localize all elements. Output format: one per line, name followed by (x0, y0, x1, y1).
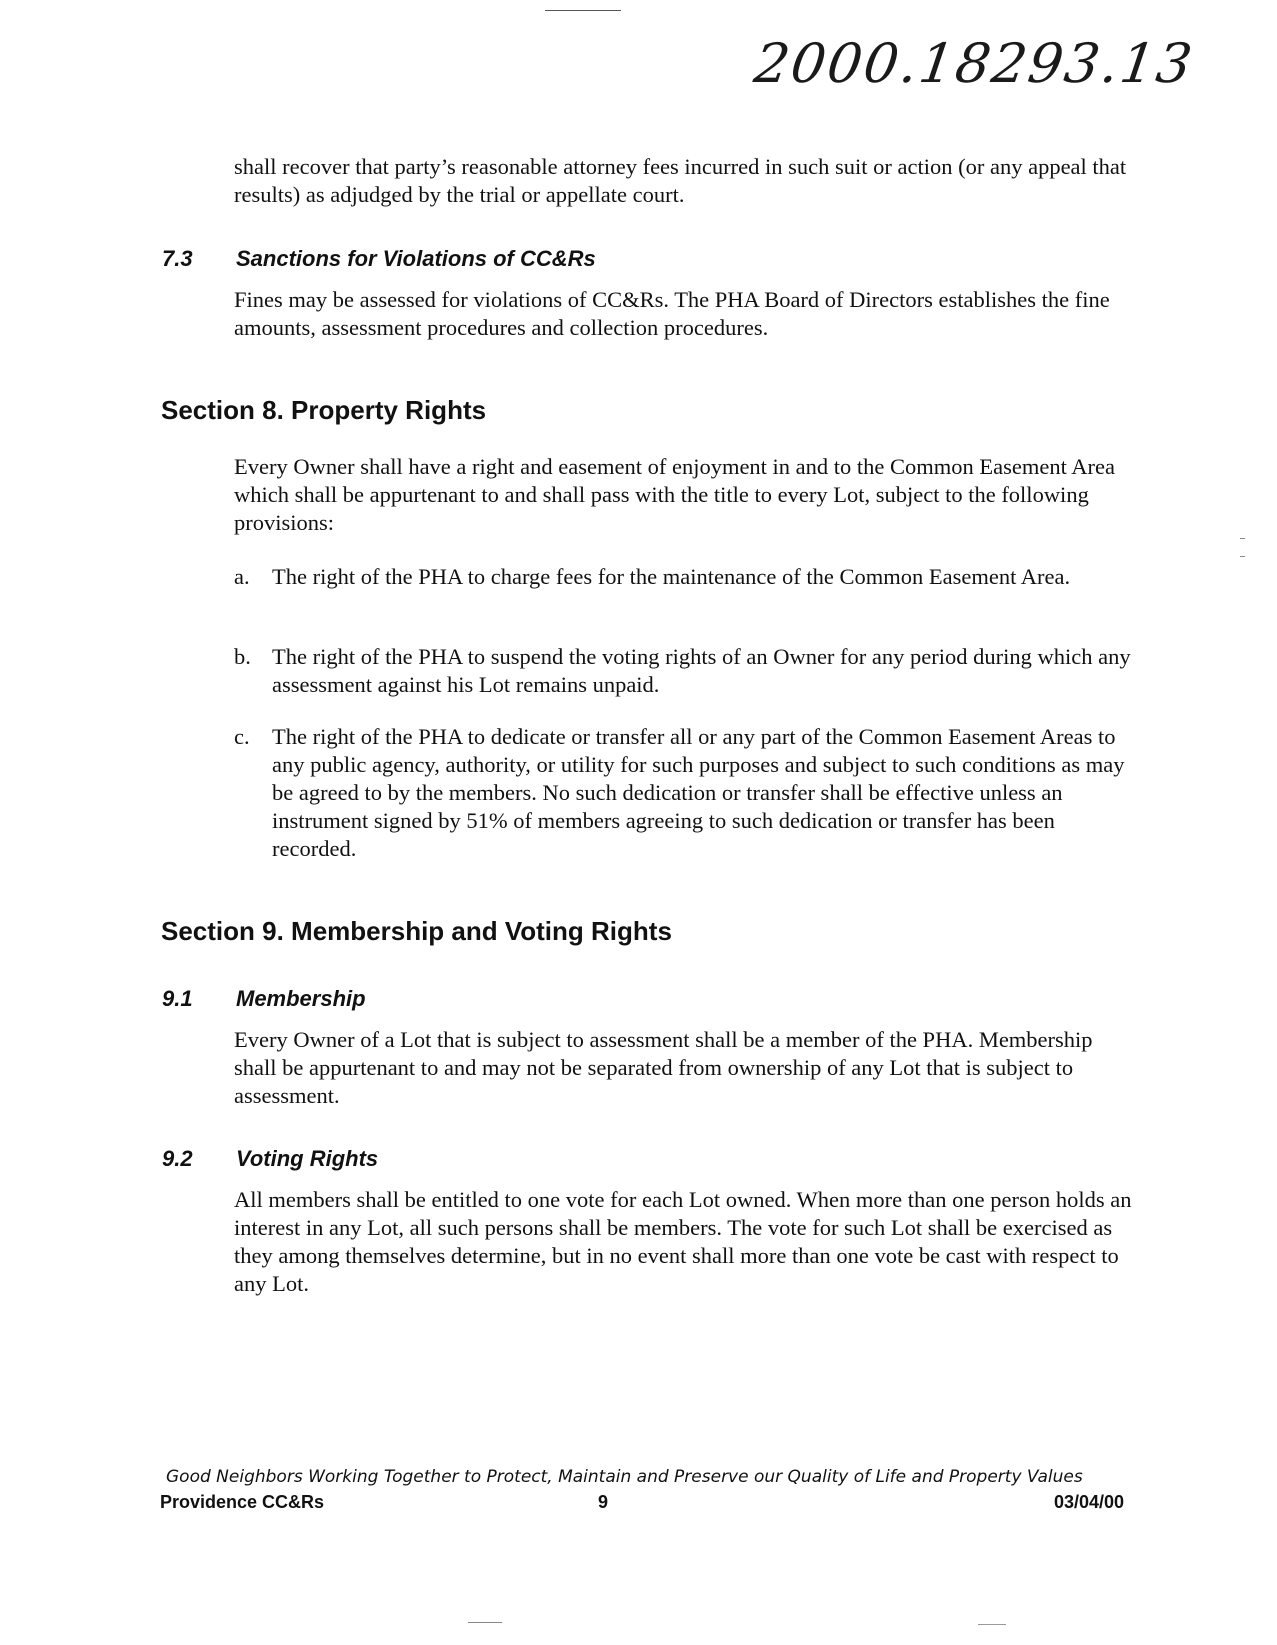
scan-artifact-line (1240, 538, 1245, 539)
list-item-text: The right of the PHA to charge fees for the maintenance of the Common Easement Area. (272, 564, 1071, 589)
list-item-letter: a. (234, 564, 250, 589)
footer-document-title: Providence CC&Rs (160, 1492, 325, 1512)
scan-artifact-line (468, 1622, 502, 1623)
subsection-number-9-2: 9.2 (162, 1146, 193, 1171)
handwritten-document-number: 2000.18293.13 (750, 32, 1198, 95)
scan-artifact-line (978, 1624, 1006, 1625)
section-9-heading: Section 9. Membership and Voting Rights (161, 916, 672, 946)
paragraph-9-2: All members shall be entitled to one vote for each Lot owned. When more than one person holds an interest in any Lot, all such persons shall be members. The vote for such Lot shall be exercised as they among themselves determine, but in no event shall more than one vote be cast with respect to any Lot. (234, 1187, 1132, 1296)
footer-date: 03/04/00 (1054, 1492, 1125, 1512)
paragraph-9-1: Every Owner of a Lot that is subject to assessment shall be a member of the PHA. Membership shall be appurtenant to and may not be separated from ownership of any Lot that is subject to assessment. (234, 1027, 1093, 1108)
list-item-text: The right of the PHA to dedicate or transfer all or any part of the Common Easement Areas to any public agency, authority, or utility for such purposes and subject to such conditions as may be agreed to by the members. No such dedication or transfer shall be effective unless an instrument signed by 51% of members agreeing to such dedication or transfer has been recorded. (272, 724, 1125, 861)
scan-artifact-line (545, 10, 621, 11)
intro-paragraph: shall recover that party’s reasonable attorney fees incurred in such suit or action (or any appeal that results) as adjudged by the trial or appellate court. (234, 154, 1127, 207)
subsection-number-9-1: 9.1 (162, 986, 193, 1011)
list-item-letter: c. (234, 724, 250, 749)
subsection-title-9-2: Voting Rights (236, 1146, 379, 1171)
scan-artifact-line (1240, 556, 1245, 557)
paragraph-7-3: Fines may be assessed for violations of CC&Rs. The PHA Board of Directors establishes the fine amounts, assessment procedures and collection procedures. (234, 287, 1110, 340)
subsection-title-7-3: Sanctions for Violations of CC&Rs (236, 246, 596, 271)
footer-tagline: Good Neighbors Working Together to Protect, Maintain and Preserve our Quality of Life and Property Values (166, 1467, 1083, 1487)
section-8-intro: Every Owner shall have a right and easement of enjoyment in and to the Common Easement Area which shall be appurtenant to and shall pass with the title to every Lot, subject to the following provisions: (234, 454, 1115, 535)
subsection-number-7-3: 7.3 (162, 246, 193, 271)
section-8-heading: Section 8. Property Rights (161, 395, 487, 425)
list-item-text: The right of the PHA to suspend the voting rights of an Owner for any period during which any assessment against his Lot remains unpaid. (272, 644, 1131, 697)
footer-page-number: 9 (598, 1492, 609, 1512)
subsection-title-9-1: Membership (236, 986, 366, 1011)
list-item-letter: b. (234, 644, 251, 669)
